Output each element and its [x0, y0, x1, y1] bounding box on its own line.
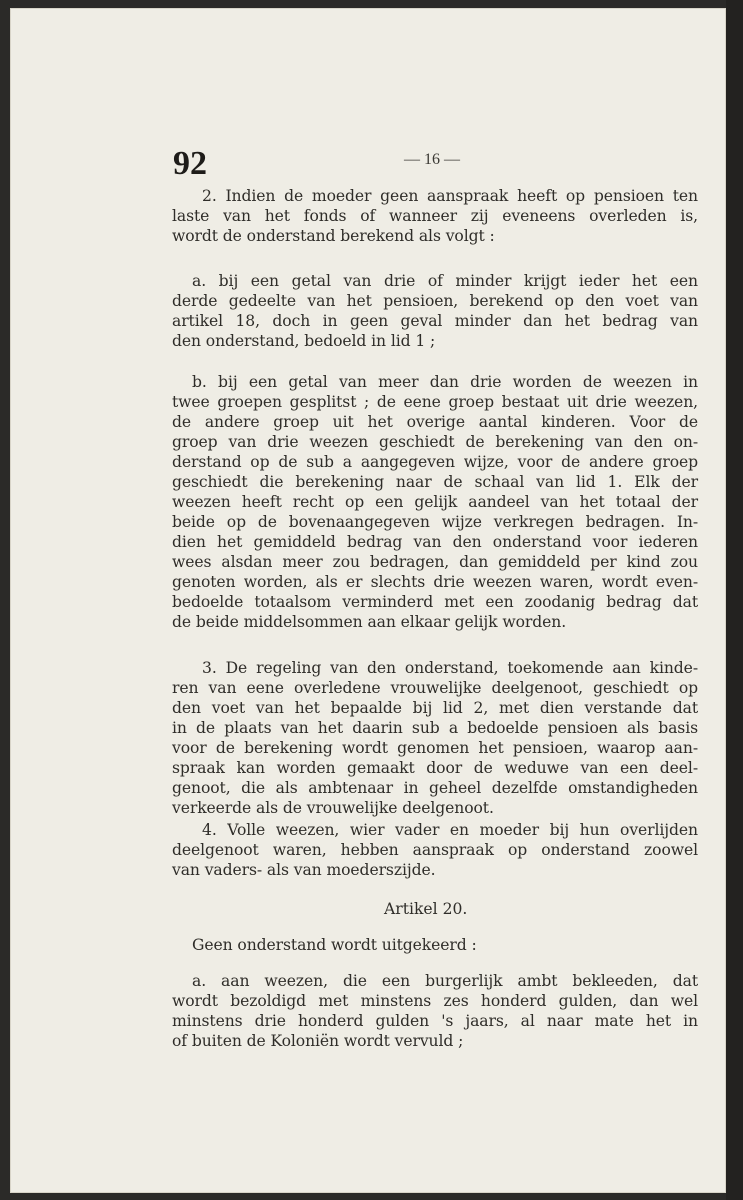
paragraph-3 [172, 659, 698, 819]
text-line: spraak kan worden gemaakt door de weduwe van een deel- [172, 759, 698, 777]
text-line: b. bij een getal van meer dan drie worden de weezen in [192, 373, 698, 391]
text-line: groep van drie weezen geschiedt de berekening van den on- [172, 433, 698, 451]
paragraph-a [172, 272, 698, 352]
text-line: Geen onderstand wordt uitgekeerd : [192, 936, 477, 954]
folio-number: — 16 — [404, 151, 460, 168]
paragraph-b [172, 373, 698, 633]
article-heading: Artikel 20. [384, 900, 468, 918]
text-line: minstens drie honderd gulden 's jaars, al naar mate het in [172, 1012, 698, 1030]
text-line: ren van eene overledene vrouwelijke deelgenoot, geschiedt op [172, 679, 698, 697]
text-line: wees alsdan meer zou bedragen, dan gemiddeld per kind zou [172, 553, 698, 571]
text-line: beide op de bovenaangegeven wijze verkregen bedragen. In- [172, 513, 698, 531]
text-line: 3. De regeling van den onderstand, toekomende aan kinde- [202, 659, 698, 677]
scan-edge [726, 0, 743, 1200]
text-line: de andere groep uit het overige aantal kinderen. Voor de [172, 413, 698, 431]
text-line: laste van het fonds of wanneer zij eveneens overleden is, [172, 207, 698, 225]
text-line: a. aan weezen, die een burgerlijk ambt bekleeden, dat [192, 972, 698, 990]
paragraph-2 [172, 187, 698, 247]
text-line: dien het gemiddeld bedrag van den onderstand voor iederen [172, 533, 698, 551]
text-line: genoten worden, als er slechts drie weezen waren, wordt even- [172, 573, 698, 591]
text-line: voor de berekening wordt genomen het pensioen, waarop aan- [172, 739, 698, 757]
text-line: deelgenoot waren, hebben aanspraak op onderstand zoowel [172, 841, 698, 859]
text-line: wordt de onderstand berekend als volgt : [172, 227, 495, 245]
text-line: of buiten de Koloniën wordt vervuld ; [172, 1032, 464, 1050]
text-line: derstand op de sub a aangegeven wijze, voor de andere groep [172, 453, 698, 471]
text-line: artikel 18, doch in geen geval minder dan het bedrag van [172, 312, 698, 330]
text-line: de beide middelsommen aan elkaar gelijk worden. [172, 613, 567, 631]
text-line: den onderstand, bedoeld in lid 1 ; [172, 332, 436, 350]
text-line: geschiedt die berekening naar de schaal van lid 1. Elk der [172, 473, 698, 491]
text-line: genoot, die als ambtenaar in geheel dezelfde omstandigheden [172, 779, 698, 797]
text-line: 2. Indien de moeder geen aanspraak heeft op pensioen ten [202, 187, 698, 205]
text-line: twee groepen gesplitst ; de eene groep bestaat uit drie weezen, [172, 393, 698, 411]
text-line: wordt bezoldigd met minstens zes honderd gulden, dan wel [172, 992, 698, 1010]
text-line: den voet van het bepaalde bij lid 2, met dien verstande dat [172, 699, 698, 717]
article-a [172, 972, 698, 1052]
text-line: weezen heeft recht op een gelijk aandeel van het totaal der [172, 493, 698, 511]
page-number: 92 [173, 145, 207, 182]
article-intro [172, 936, 698, 956]
text-line: a. bij een getal van drie of minder krijgt ieder het een [192, 272, 698, 290]
text-line: verkeerde als de vrouwelijke deelgenoot. [172, 799, 494, 817]
text-line: 4. Volle weezen, wier vader en moeder bij hun overlijden [202, 821, 698, 839]
paragraph-4 [172, 821, 698, 881]
text-line: derde gedeelte van het pensioen, berekend op den voet van [172, 292, 698, 310]
text-line: bedoelde totaalsom verminderd met een zoodanig bedrag dat [172, 593, 698, 611]
text-line: in de plaats van het daarin sub a bedoelde pensioen als basis [172, 719, 698, 737]
text-line: van vaders- als van moederszijde. [172, 861, 436, 879]
